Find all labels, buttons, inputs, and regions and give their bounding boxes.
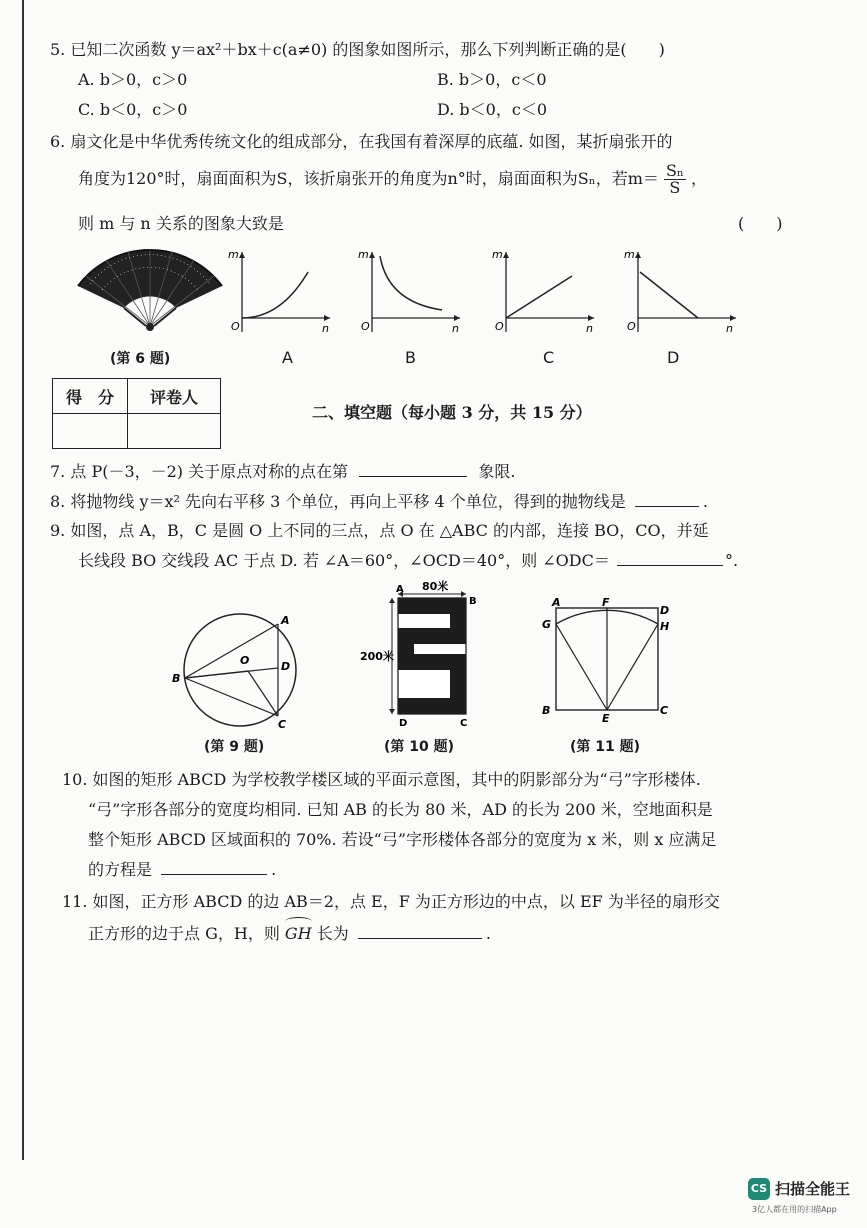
q6-frac-den: S [669,178,681,197]
graph-c-origin: O [495,320,504,333]
fig9-label-c: C [278,718,287,731]
fig11-label-d: D [660,604,670,617]
binding-margin-line [22,0,24,1160]
graph-d-origin: O [627,320,636,333]
graph-a [226,246,336,336]
section2-heading: 二、填空题（每小题 3 分，共 15 分） [312,403,592,422]
arc-symbol [285,917,312,926]
q7 [50,462,515,482]
q6-fraction [664,163,686,196]
q11-arc-label: GH [284,924,312,943]
graph-b-axis-m: m [358,248,369,261]
q10-answer-blank[interactable] [161,860,267,875]
q6-line2 [78,163,707,196]
fig11-label-g: G [542,618,552,631]
q9-line2-post: °. [724,551,739,570]
score-cell[interactable] [53,414,128,449]
fig9-label-b: B [172,672,181,685]
graph-b-label: B [405,348,416,367]
fig9-label-d: D [281,660,291,673]
q10-line4-text: 的方程是 [88,860,153,879]
fan-illustration [76,246,226,334]
fig11-label-h: H [660,620,670,633]
figure-9 [170,608,310,733]
fig11-label-c: C [660,704,669,717]
figure-11 [538,596,678,726]
grader-cell[interactable] [128,414,221,449]
fig11-label-f: F [602,596,610,609]
q10-line2: “弓”字形各部分的宽度均相同. 已知 AB 的长为 80 米，AD 的长为 200 米，空地面积是 [88,800,713,819]
q10-line4-post: . [271,860,277,879]
q6-frac-num: Sₙ [665,161,684,180]
q7-text: 7. 点 P(－3，－2) 关于原点对称的点在第 [50,462,349,481]
fig10-label-a: A [396,584,404,595]
graph-a-axis-m: m [228,248,239,261]
q11-line2-mid: 长为 [316,924,349,943]
fig9-caption: (第 9 题) [204,739,265,755]
graph-c [490,246,600,336]
fig9-label-o: O [240,654,250,667]
fig10-label-b: B [469,596,477,607]
q8-text-post: . [702,492,708,511]
fig10-caption: (第 10 题) [384,739,455,755]
q6-caption: (第 6 题) [110,351,171,367]
graph-a-origin: O [231,320,240,333]
q10-line3: 整个矩形 ABCD 区域面积的 70%. 若设“弓”字形楼体各部分的宽度为 x 米，则 x 应满足 [88,830,717,849]
graph-b-axis-n: n [452,322,459,335]
graph-a-axis-n: n [322,322,329,335]
q6-bracket: ( ) [738,214,783,233]
q11-line2 [88,924,491,944]
q10-line4 [88,860,276,880]
q10-line1: 10. 如图的矩形 ABCD 为学校教学楼区域的平面示意图，其中的阴影部分为“弓”字形楼体. [62,770,701,789]
q8-text: 8. 将抛物线 y＝x² 先向右平移 3 个单位，再向上平移 4 个单位，得到的抛物线是 [50,492,626,511]
graph-d-axis-n: n [726,322,733,335]
q11-arc-gh [285,924,312,944]
q9-line2 [78,551,738,571]
q6-line2-pre: 角度为120°时，扇面面积为S，该折扇张开的角度为n°时，扇面面积为Sₙ，若m＝ [78,169,659,188]
fig10-label-d: D [399,718,408,729]
fig10-side-label: 200米 [360,650,394,663]
q5-option-d: D. b＜0，c＜0 [437,100,547,119]
fig11-caption: (第 11 题) [570,739,641,755]
graph-c-axis-n: n [586,322,593,335]
q8 [50,492,708,512]
graph-b [356,246,466,336]
fig10-top-label: 80米 [422,580,449,593]
graph-c-label: C [543,348,555,367]
q7-answer-blank[interactable] [359,462,467,477]
score-table [52,378,221,449]
fig11-label-e: E [602,712,610,725]
q11-answer-blank[interactable] [358,924,482,939]
graph-d-label: D [667,348,680,367]
graph-a-label: A [282,348,293,367]
fig11-label-b: B [542,704,551,717]
q5-stem: 5. 已知二次函数 y＝ax²＋bx＋c(a≠0) 的图象如图所示，那么下列判断正确的是( ) [50,40,665,59]
q7-text-post: 象限. [478,462,516,481]
q5-option-b: B. b＞0，c＜0 [437,70,547,89]
camscanner-logo-icon: CS [748,1178,770,1200]
q9-line2-text: 长线段 BO 交线段 AC 于点 D. 若 ∠A＝60°，∠OCD＝40°，则 ∠ODC＝ [78,551,610,570]
q11-line1: 11. 如图，正方形 ABCD 的边 AB＝2，点 E，F 为正方形边的中点，以 EF 为半径的扇形交 [62,892,720,911]
watermark-brand: 扫描全能王 [775,1180,851,1198]
q5-option-a: A. b＞0，c＞0 [78,70,188,89]
figure-10 [356,580,486,732]
graph-d [622,246,742,336]
q6-line2-post: ， [690,169,707,188]
grader-header: 评卷人 [128,379,221,414]
graph-b-origin: O [361,320,370,333]
q6-line1: 6. 扇文化是中华优秀传统文化的组成部分，在我国有着深厚的底蕴. 如图，某折扇张开的 [50,132,673,151]
q9-line1: 9. 如图，点 A，B，C 是圆 O 上不同的三点，点 O 在 △ABC 的内部，连接 BO，CO，并延 [50,521,709,540]
q11-line2-post: . [485,924,491,943]
score-header: 得 分 [53,379,128,414]
q5-option-c: C. b＜0，c＞0 [78,100,188,119]
q6-line3: 则 m 与 n 关系的图象大致是 [78,214,284,233]
graph-c-axis-m: m [492,248,503,261]
q8-answer-blank[interactable] [635,492,699,507]
q9-answer-blank[interactable] [617,551,723,566]
q11-line2-text: 正方形的边于点 G，H，则 [88,924,280,943]
fig10-label-c: C [460,718,468,729]
fig9-label-a: A [281,614,290,627]
graph-d-axis-m: m [624,248,635,261]
fig11-label-a: A [552,596,561,609]
watermark-subtitle: 3亿人都在用的扫描App [752,1205,837,1214]
